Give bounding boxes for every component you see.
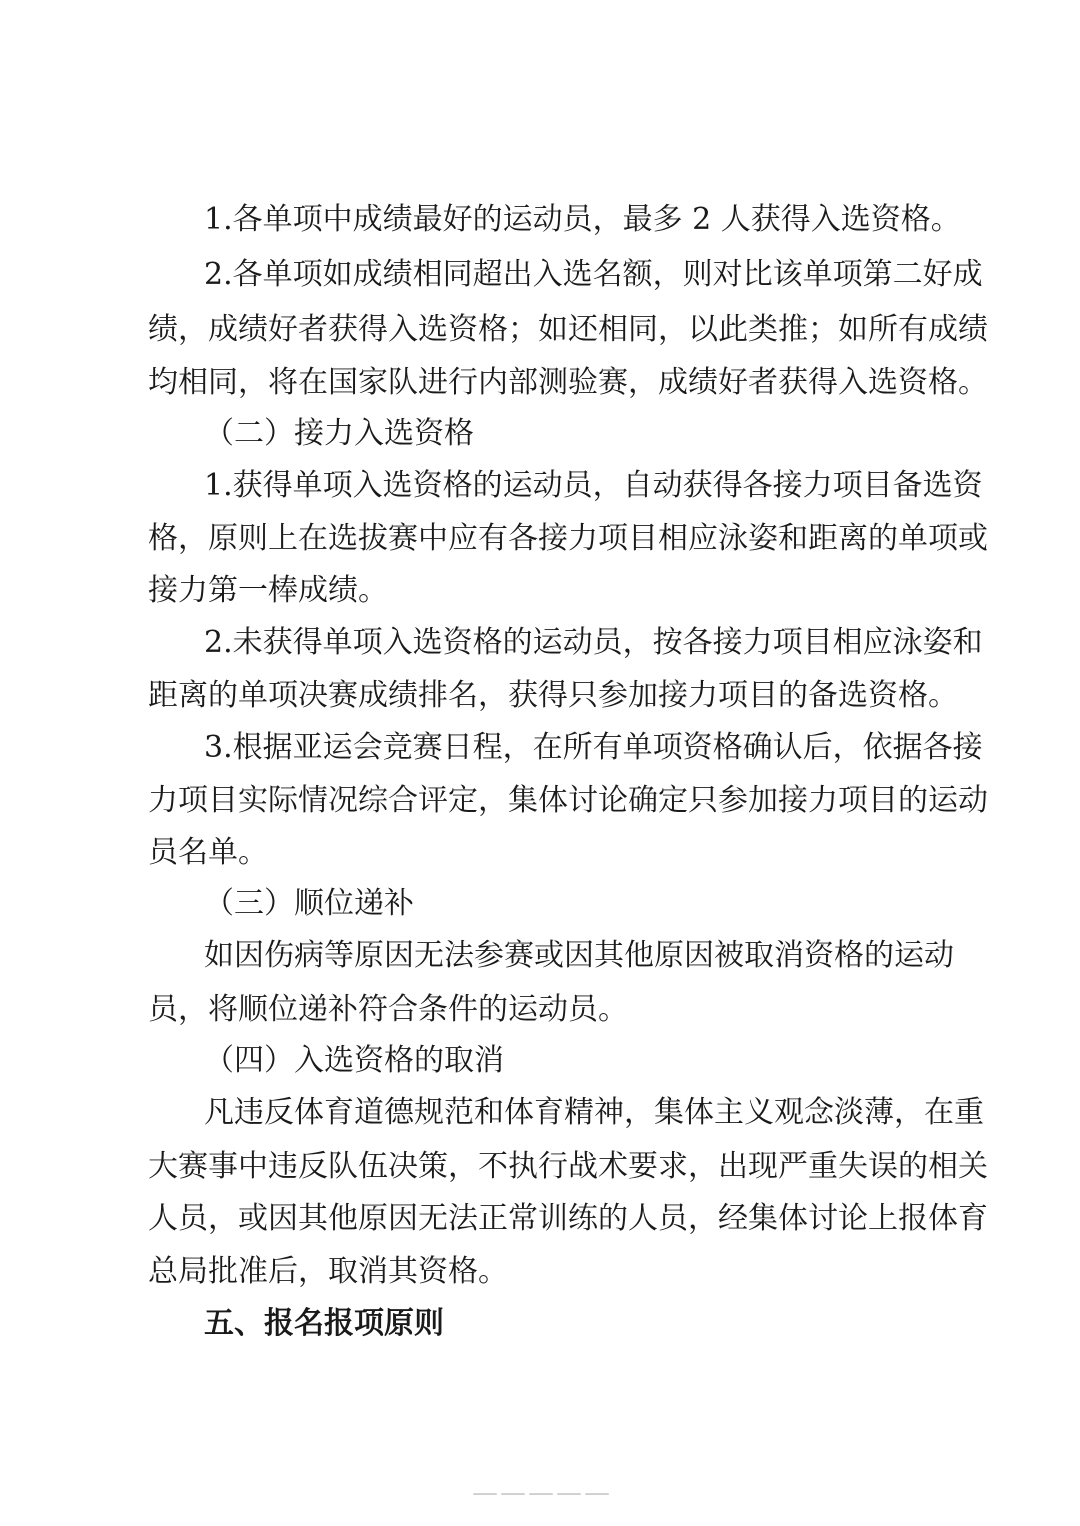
s4-para-line4: 总局批准后，取消其资格。: [148, 1254, 508, 1289]
s2-item2-line1: 2.未获得单项入选资格的运动员，按各接力项目相应泳姿和: [204, 625, 983, 660]
s3-para-line2: 员，将顺位递补符合条件的运动员。: [148, 992, 628, 1027]
s1-item2-line2: 绩，成绩好者获得入选资格；如还相同，以此类推；如所有成绩: [148, 312, 988, 347]
section-heading-substitution: （三）顺位递补: [204, 886, 414, 921]
s2-item3-line3: 员名单。: [148, 835, 268, 870]
s2-item1-line1: 1.获得单项入选资格的运动员，自动获得各接力项目备选资: [204, 468, 983, 503]
s2-item1-line2: 格，原则上在选拔赛中应有各接力项目相应泳姿和距离的单项或: [148, 521, 988, 556]
s2-item3-line2: 力项目实际情况综合评定，集体讨论确定只参加接力项目的运动: [148, 783, 988, 818]
section-heading-relay: （二）接力入选资格: [204, 416, 474, 451]
s1-item2-line1: 2.各单项如成绩相同超出入选名额，则对比该单项第二好成: [204, 257, 983, 292]
section-heading-cancellation: （四）入选资格的取消: [204, 1043, 504, 1078]
section-title-registration: 五、报名报项原则: [204, 1306, 444, 1341]
s2-item3-line1: 3.根据亚运会竞赛日程，在所有单项资格确认后，依据各接: [204, 730, 983, 765]
watermark: —————: [472, 1478, 612, 1508]
s4-para-line1: 凡违反体育道德规范和体育精神，集体主义观念淡薄，在重: [204, 1095, 984, 1130]
s4-para-line3: 人员，或因其他原因无法正常训练的人员，经集体讨论上报体育: [148, 1201, 988, 1236]
s3-para-line1: 如因伤病等原因无法参赛或因其他原因被取消资格的运动: [204, 938, 954, 973]
s1-item1-line1: 1.各单项中成绩最好的运动员，最多 2 人获得入选资格。: [204, 202, 961, 237]
s1-item2-line3: 均相同，将在国家队进行内部测验赛，成绩好者获得入选资格。: [148, 365, 988, 400]
s2-item1-line3: 接力第一棒成绩。: [148, 573, 388, 608]
s4-para-line2: 大赛事中违反队伍决策，不执行战术要求，出现严重失误的相关: [148, 1149, 988, 1184]
s2-item2-line2: 距离的单项决赛成绩排名，获得只参加接力项目的备选资格。: [148, 678, 958, 713]
